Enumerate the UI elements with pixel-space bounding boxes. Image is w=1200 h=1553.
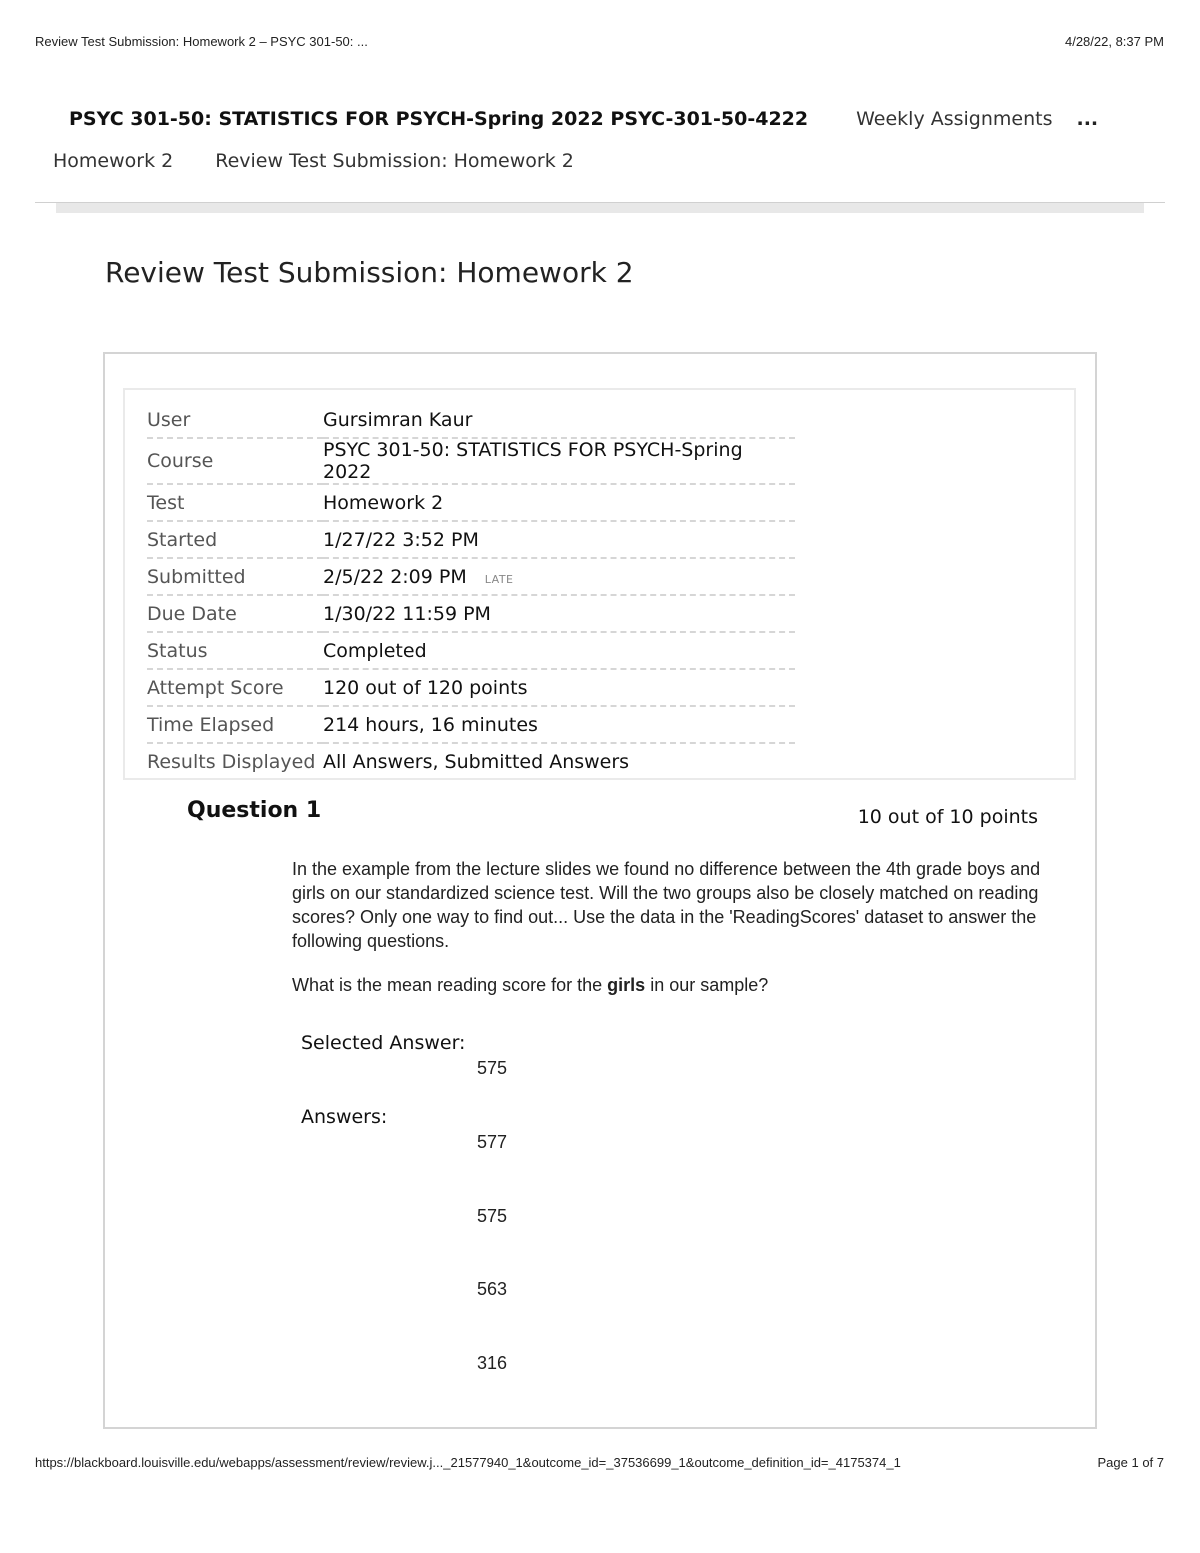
print-header-datetime: 4/28/22, 8:37 PM	[1064, 34, 1164, 49]
late-badge: LATE	[484, 572, 514, 586]
print-header-title: Review Test Submission: Homework 2 – PSYC 301-50: ...	[35, 34, 368, 49]
detail-value: Gursimran Kaur	[323, 402, 795, 438]
detail-label: Started	[147, 521, 323, 558]
detail-label: Course	[147, 438, 323, 484]
details-row-course	[147, 438, 795, 484]
answer-option: 577	[477, 1132, 508, 1152]
details-row-test	[147, 484, 795, 521]
details-row-results-displayed	[147, 743, 795, 779]
details-row-user	[147, 402, 795, 438]
details-row-attempt-score	[147, 669, 795, 706]
submission-details	[123, 388, 1076, 780]
detail-label: Attempt Score	[147, 669, 323, 706]
details-row-status	[147, 632, 795, 669]
question-prompt	[292, 973, 1052, 997]
question-title: Question 1	[187, 798, 322, 823]
detail-value: PSYC 301-50: STATISTICS FOR PSYCH-Spring 2022	[323, 438, 795, 484]
breadcrumb-more-button[interactable]: ...	[1076, 108, 1099, 130]
page-title: Review Test Submission: Homework 2	[105, 256, 634, 289]
question-text: In the example from the lecture slides we found no difference between the 4th grade boys and girls on our standardized science test. Will the two groups also be closely matched on reading scores? Only one way to find out... Use the data in the 'ReadingScores' dataset to answer the following questions.	[292, 859, 1041, 951]
header-shadow-bar	[56, 203, 1144, 213]
question-prompt-after: in our sample?	[645, 975, 769, 995]
detail-label: User	[147, 402, 323, 438]
breadcrumb-course-link[interactable]: PSYC 301-50: STATISTICS FOR PSYCH-Spring 2022 PSYC-301-50-4222	[69, 108, 809, 130]
detail-value: All Answers, Submitted Answers	[323, 750, 630, 773]
detail-label: Results Displayed	[147, 750, 316, 773]
detail-label: Test	[147, 484, 323, 521]
detail-value: 214 hours, 16 minutes	[323, 706, 795, 743]
selected-answer-value: 575	[477, 1058, 508, 1078]
details-row-time-elapsed	[147, 706, 795, 743]
detail-label: Time Elapsed	[147, 706, 323, 743]
breadcrumb-current-page: Review Test Submission: Homework 2	[215, 150, 574, 172]
selected-answer-label: Selected Answer:	[301, 1032, 466, 1054]
details-row-due-date	[147, 595, 795, 632]
print-footer	[35, 1455, 1164, 1470]
question-points: 10 out of 10 points	[857, 806, 1038, 828]
detail-value: Completed	[323, 632, 795, 669]
answer-option: 575	[477, 1206, 508, 1226]
print-footer-url: https://blackboard.louisville.edu/webapps/assessment/review/review.j..._21577940_1&outcome_id=_37536699_1&outcome_definition_id=_4175374_1	[35, 1455, 901, 1470]
question-prompt-before: What is the mean reading score for the	[292, 975, 608, 995]
detail-value: 1/27/22 3:52 PM	[323, 521, 795, 558]
review-panel	[103, 352, 1097, 1429]
breadcrumb-homework-link[interactable]: Homework 2	[53, 150, 174, 172]
details-row-submitted	[147, 558, 795, 595]
breadcrumb-weekly-assignments-link[interactable]: Weekly Assignments	[856, 108, 1053, 130]
print-header	[35, 34, 1164, 49]
details-row-started	[147, 521, 795, 558]
detail-value: 1/30/22 11:59 PM	[323, 595, 795, 632]
detail-label: Status	[147, 632, 323, 669]
question-prompt-emphasis: girls	[607, 975, 646, 995]
print-footer-page: Page 1 of 7	[1097, 1455, 1164, 1470]
detail-value: 2/5/22 2:09 PM	[323, 565, 467, 588]
details-table	[147, 402, 795, 779]
detail-label: Submitted	[147, 558, 323, 595]
detail-label: Due Date	[147, 595, 323, 632]
answers-label: Answers:	[301, 1106, 388, 1128]
answer-option: 316	[477, 1353, 508, 1373]
question-body	[292, 857, 1052, 1017]
detail-value: 120 out of 120 points	[323, 669, 795, 706]
detail-value-with-badge	[323, 558, 795, 595]
answer-option: 563	[477, 1279, 508, 1299]
detail-value: Homework 2	[323, 484, 795, 521]
